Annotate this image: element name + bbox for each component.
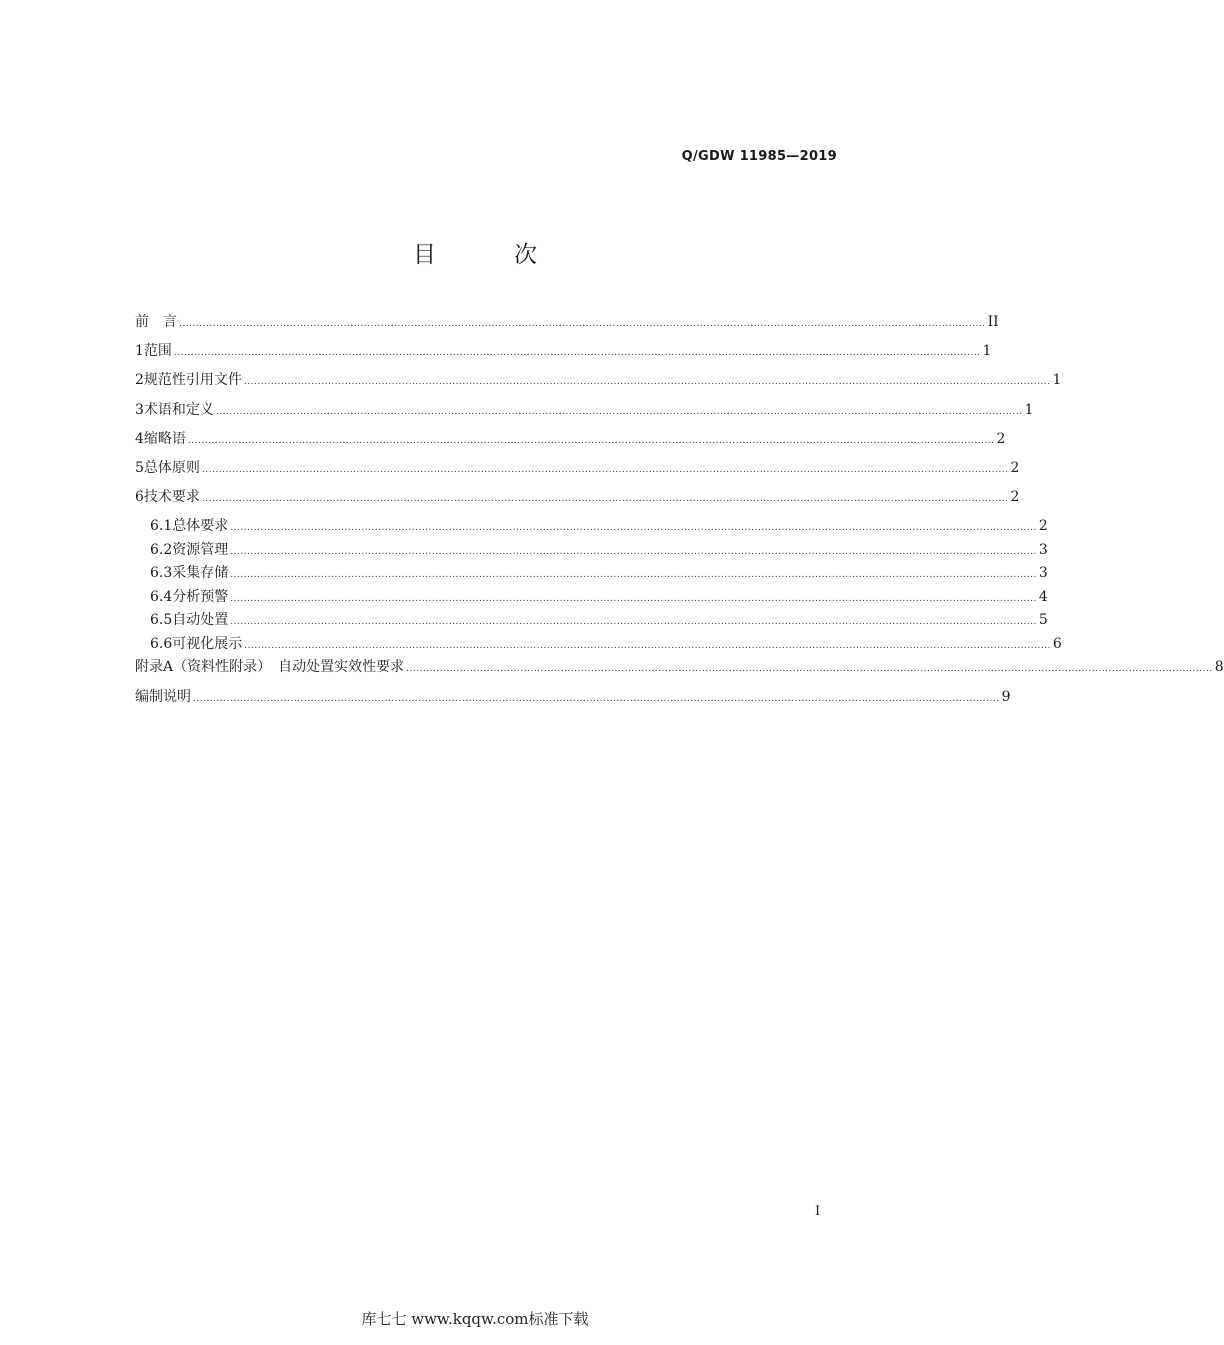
toc-title-char-2: 次 [514,242,537,268]
toc-entry-number: 6.1 [150,518,173,535]
toc-entry-page: 5 [1038,612,1048,629]
toc-leader-dots: ................................................................................................................................................................................................................................................ [193,693,1000,704]
toc-entry-number: 6.4 [150,588,173,605]
toc-entry-number: 6.6 [150,635,173,652]
toc-entry-number: 2 [135,372,144,389]
toc-entry-foreword[interactable] [135,311,999,340]
toc-leader-dots: ................................................................................................................................................................................................................................................ [230,570,1037,581]
toc-entry-1[interactable] [135,340,992,369]
toc-entry-6-2[interactable] [135,539,1048,563]
toc-entry-6-1[interactable] [135,515,1048,539]
download-watermark: 库七七 www.kqqw.com标准下载 [361,1310,589,1328]
toc-entry-label: 总体原则 [143,459,200,476]
toc-leader-dots: ................................................................................................................................................................................................................................................ [406,664,1213,675]
toc-entry-number: 6.2 [150,541,173,558]
toc-entry-3[interactable] [135,399,1034,428]
toc-entry-page: 1 [1024,401,1034,418]
toc-entry-page: 4 [1038,588,1048,605]
toc-leader-dots: ................................................................................................................................................................................................................................................ [230,593,1037,604]
page-number: I [815,1204,821,1219]
toc-entry-page: 2 [996,430,1006,447]
toc-entry-label: 附录A（资料性附录） 自动处置实效性要求 [135,659,405,676]
toc-entry-label: 自动处置 [172,612,229,629]
toc-entry-number: 6 [135,489,144,506]
toc-entry-6[interactable] [135,486,1020,515]
toc-entry-label: 可视化展示 [172,635,243,652]
toc-entry-label: 编制说明 [135,688,191,705]
toc-entry-number: 4 [135,430,144,447]
toc-entry-number: 5 [135,459,144,476]
toc-entry-5[interactable] [135,457,1020,486]
toc-entry-6-3[interactable] [135,562,1048,586]
toc-entry-4[interactable] [135,428,1006,457]
toc-leader-dots: ................................................................................................................................................................................................................................................ [230,546,1037,557]
toc-title [0,236,950,269]
toc-entry-2[interactable] [135,369,1062,398]
toc-entry-page: 2 [1010,489,1020,506]
toc-entry-label: 范围 [143,343,172,360]
toc-entry-label: 资源管理 [172,541,229,558]
toc-leader-dots: ................................................................................................................................................................................................................................................ [201,494,1009,505]
toc-entry-page: 8 [1214,659,1224,676]
toc-leader-dots: ................................................................................................................................................................................................................................................ [201,464,1009,475]
toc-entry-label: 分析预警 [172,588,229,605]
table-of-contents [135,311,1224,715]
toc-entry-label: 缩略语 [143,430,186,447]
toc-entry-label: 总体要求 [172,518,229,535]
toc-entry-label: 术语和定义 [143,401,214,418]
standard-code: Q/GDW 11985—2019 [681,149,837,164]
toc-title-char-1: 目 [413,242,436,268]
toc-entry-label: 采集存储 [172,565,229,582]
toc-entry-6-4[interactable] [135,586,1048,610]
toc-entry-number: 6.3 [150,565,173,582]
toc-entry-explanation[interactable] [135,686,1011,715]
toc-entry-label: 技术要求 [143,489,200,506]
toc-entry-number: 6.5 [150,612,173,629]
toc-entry-6-5[interactable] [135,609,1048,633]
toc-leader-dots: ................................................................................................................................................................................................................................................ [230,617,1037,628]
toc-entry-page: 3 [1038,565,1048,582]
toc-entry-label: 规范性引用文件 [143,372,242,389]
toc-entry-page: 3 [1038,541,1048,558]
toc-leader-dots: ................................................................................................................................................................................................................................................ [244,640,1051,651]
toc-entry-page: 2 [1038,518,1048,535]
toc-entry-page: 6 [1052,635,1062,652]
toc-entry-page: 1 [982,343,992,360]
toc-leader-dots: ................................................................................................................................................................................................................................................ [215,406,1023,417]
toc-entry-page: 2 [1010,459,1020,476]
toc-leader-dots: ................................................................................................................................................................................................................................................ [243,377,1051,388]
toc-entry-page: 1 [1052,372,1062,389]
toc-leader-dots: ................................................................................................................................................................................................................................................ [230,523,1037,534]
toc-leader-dots: ................................................................................................................................................................................................................................................ [187,435,995,446]
toc-entry-appendix-a[interactable] [135,656,1224,685]
toc-leader-dots: ................................................................................................................................................................................................................................................ [179,319,986,329]
toc-entry-6-6[interactable] [135,633,1062,657]
toc-entry-number: 1 [135,343,144,360]
toc-entry-label: 前 言 [135,314,177,330]
toc-entry-page: II [987,314,999,330]
toc-leader-dots: ................................................................................................................................................................................................................................................ [173,348,981,359]
toc-entry-page: 9 [1001,688,1011,705]
toc-entry-number: 3 [135,401,144,418]
